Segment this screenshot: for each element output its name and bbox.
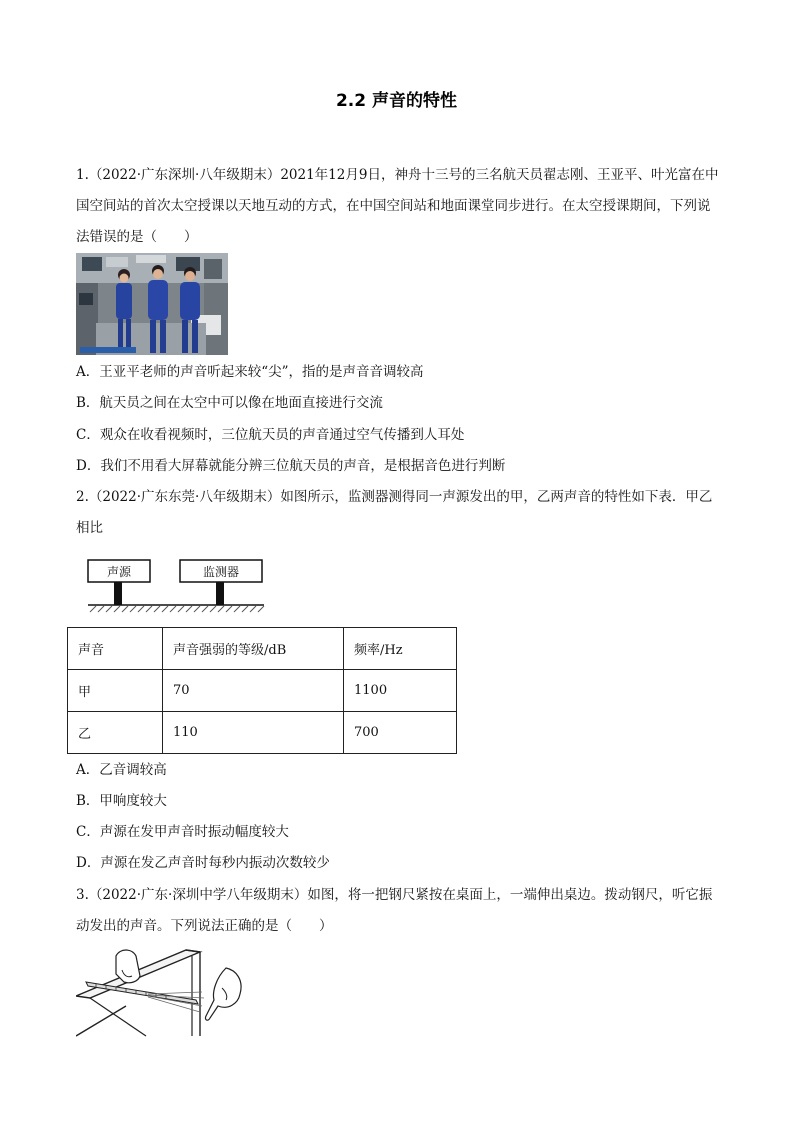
question-1-option-c: C．观众在收看视频时，三位航天员的声音通过空气传播到人耳处: [76, 427, 465, 443]
table-cell: 70: [163, 670, 344, 712]
table-cell: 甲: [68, 670, 163, 712]
table-header-cell: 声音: [68, 628, 163, 670]
table-header-cell: 频率/Hz: [344, 628, 457, 670]
table-row: [68, 712, 457, 754]
question-2-stem: 2.（2022·广东东莞·八年级期末）如图所示，监测器测得同一声源发出的甲，乙两声音的特性如下表．甲乙相比: [76, 489, 713, 536]
table-cell: 700: [344, 712, 457, 754]
question-1-stem: 1.（2022·广东深圳·八年级期末）2021年12月9日，神舟十三号的三名航天员翟志刚、王亚平、叶光富在中国空间站的首次太空授课以天地互动的方式，在中国空间站和地面课堂同步进行。在太空授课期间，下列说法错误的是（ ）: [76, 167, 719, 245]
sound-source-monitor-diagram: [86, 557, 266, 617]
question-2-option-b: B．甲响度较大: [76, 793, 167, 809]
table-row: [68, 670, 457, 712]
question-2-option-c: C．声源在发甲声音时振动幅度较大: [76, 824, 289, 840]
question-1-option-d: D．我们不用看大屏幕就能分辨三位航天员的声音，是根据音色进行判断: [76, 458, 506, 474]
page-title: 2.2 声音的特性: [335, 91, 458, 111]
astronauts-photo: [76, 253, 228, 355]
question-3-stem: 3.（2022·广东·深圳中学八年级期末）如图，将一把钢尺紧按在桌面上，一端伸出桌边。拨动钢尺，听它振动发出的声音。下列说法正确的是（ ）: [76, 887, 713, 934]
steel-ruler-desk-drawing: [76, 948, 248, 1038]
monitor-label: 监测器: [202, 565, 240, 579]
question-2-option-d: D．声源在发乙声音时每秒内振动次数较少: [76, 855, 330, 871]
table-header-row: [68, 628, 457, 670]
table-cell: 乙: [68, 712, 163, 754]
question-1-option-b: B．航天员之间在太空中可以像在地面直接进行交流: [76, 395, 383, 411]
question-1-option-a: A．王亚平老师的声音听起来较“尖”，指的是声音音调较高: [76, 364, 424, 380]
steel-ruler-desk-illustration: [76, 948, 248, 1038]
table-cell: 1100: [344, 670, 457, 712]
sound-source-label: 声源: [106, 565, 132, 579]
question-2-option-a: A．乙音调较高: [76, 762, 167, 778]
astronauts-photo-drawing: [76, 253, 228, 355]
sound-properties-table: [67, 627, 457, 754]
table-cell: 110: [163, 712, 344, 754]
sound-source-monitor-drawing: [86, 557, 266, 617]
table-header-cell: 声音强弱的等级/dB: [163, 628, 344, 670]
